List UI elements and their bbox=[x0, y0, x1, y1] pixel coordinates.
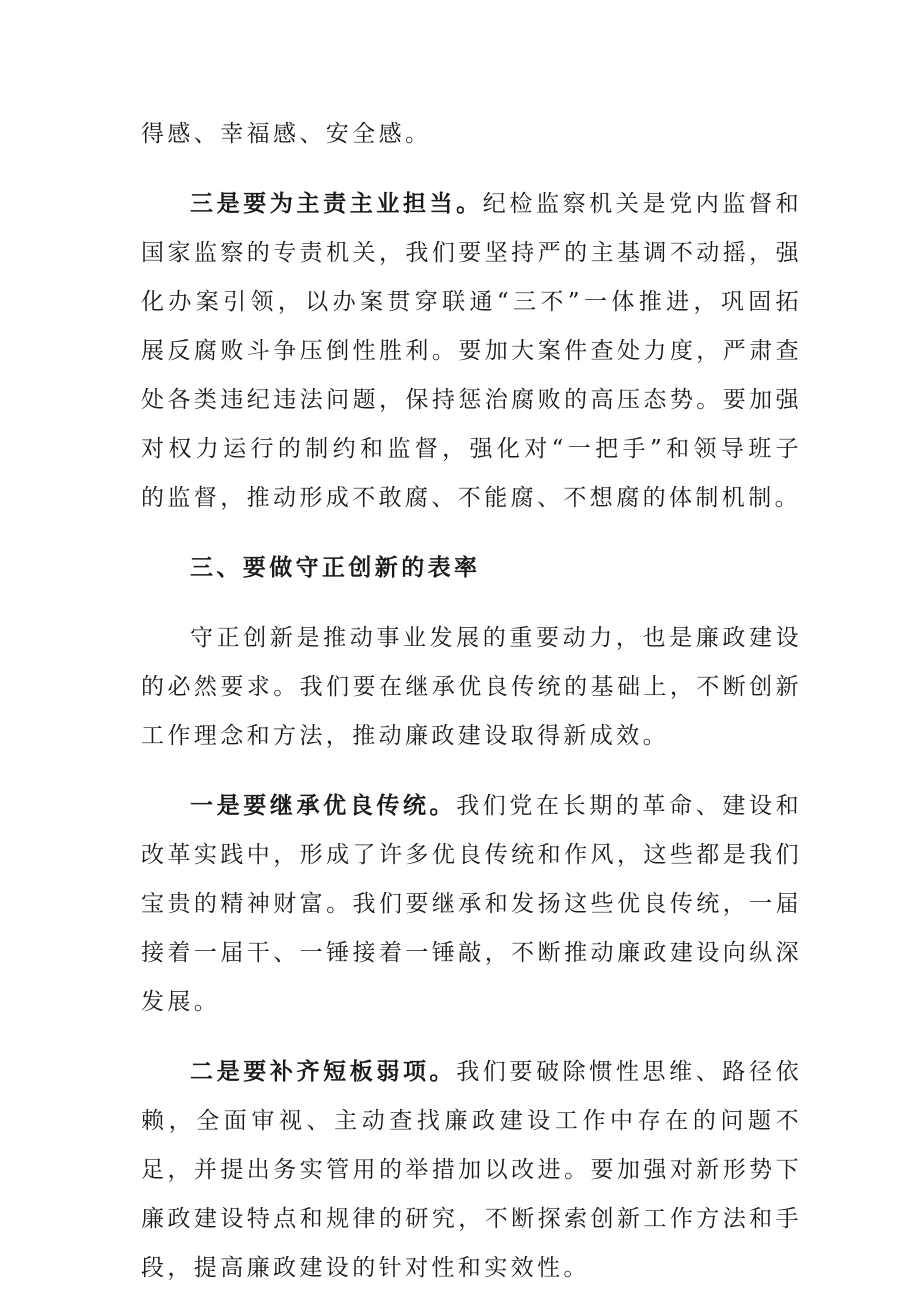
paragraph-text: 纪检监察机关是党内监督和国家监察的专责机关，我们要坚持严的主基调不动摇，强化办案引领，以办案贯穿联通“三不”一体推进，巩固拓展反腐败斗争压倒性胜利。要加大案件查处力度，严肃查处各类违纪违法问题，保持惩治腐败的高压态势。要加强对权力运行的制约和监督，强化对“一把手”和领导班子的监督，推动形成不敢腐、不能腐、不想腐的体制机制。 bbox=[141, 191, 802, 511]
paragraph-point-one bbox=[141, 782, 802, 1027]
paragraph-text: 守正创新是推动事业发展的重要动力，也是廉政建设的必然要求。我们要在继承优良传统的基础上，不断创新工作理念和方法，推动廉政建设取得新成效。 bbox=[141, 625, 802, 749]
paragraph-text: 我们要破除惯性思维、路径依赖，全面审视、主动查找廉政建设工作中存在的问题不足，并提出务实管用的举措加以改进。要加强对新形势下廉政建设特点和规律的研究，不断探索创新工作方法和手段，提高廉政建设的针对性和实效性。 bbox=[141, 1059, 803, 1281]
paragraph-lead: 一是要继承优良传统。 bbox=[190, 793, 457, 819]
paragraph-text: 得感、幸福感、安全感。 bbox=[141, 121, 432, 147]
paragraph-point-two bbox=[141, 1048, 802, 1293]
paragraph-point-three bbox=[141, 180, 802, 523]
paragraph-text: 我们党在长期的革命、建设和改革实践中，形成了许多优良传统和作风，这些都是我们宝贵的精神财富。我们要继承和发扬这些优良传统，一届接着一届干、一锤接着一锤敲，不断推动廉政建设向纵深发展。 bbox=[141, 793, 803, 1015]
section-heading: 三、要做守正创新的表率 bbox=[190, 555, 481, 581]
paragraph-lead: 三是要为主责主业担当。 bbox=[190, 191, 483, 217]
paragraph-lead: 二是要补齐短板弱项。 bbox=[190, 1059, 457, 1085]
paragraph-section-intro bbox=[141, 614, 802, 761]
paragraph-continuation bbox=[141, 110, 802, 159]
